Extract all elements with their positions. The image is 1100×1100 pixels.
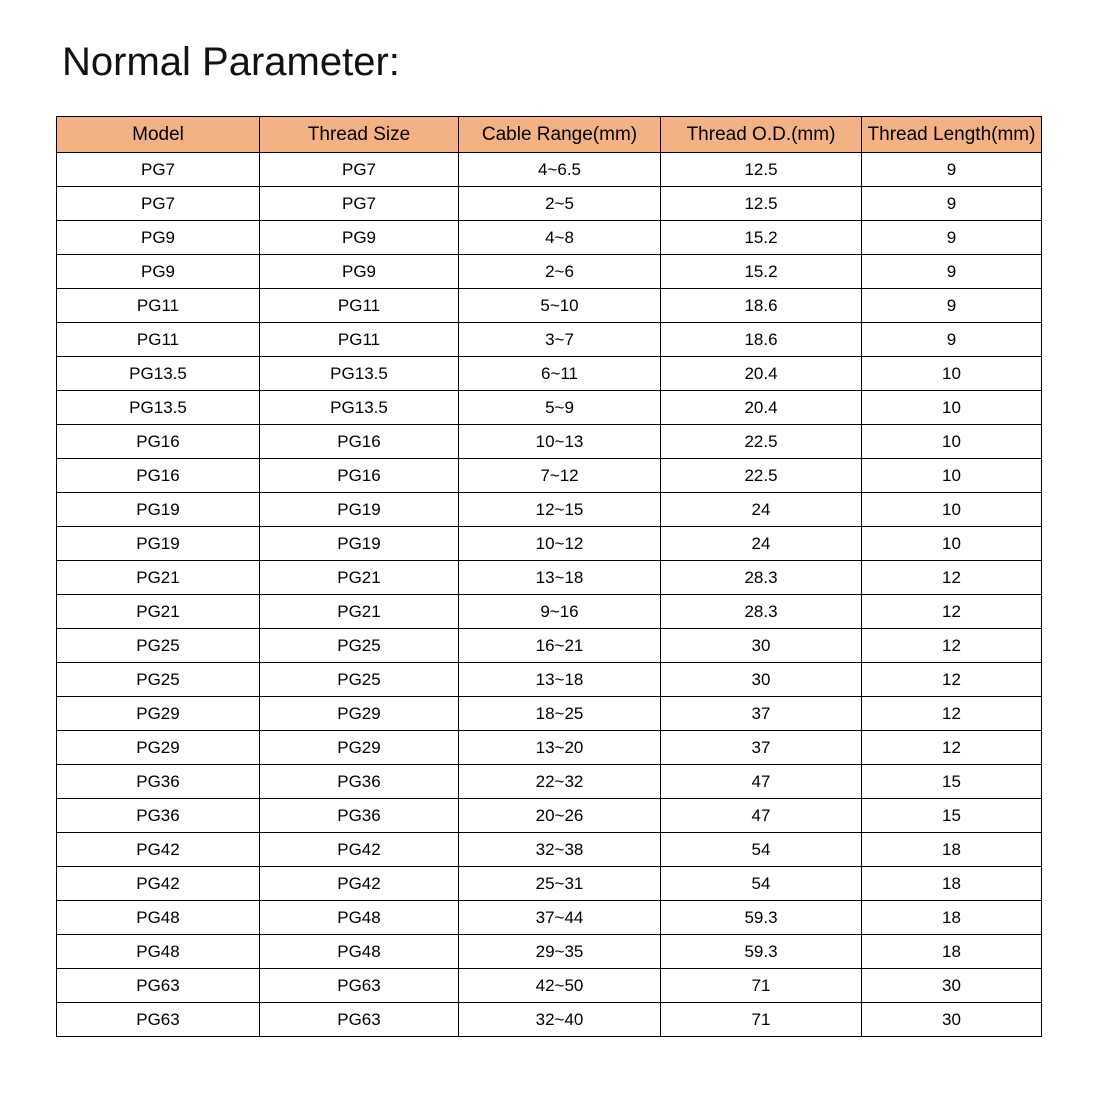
table-row	[57, 969, 1042, 1003]
table-cell: 12.5	[661, 187, 862, 221]
table-row	[57, 289, 1042, 323]
table-cell: 15	[862, 799, 1042, 833]
parameter-table	[56, 116, 1042, 1037]
table-cell: PG48	[57, 901, 260, 935]
table-cell: PG42	[260, 833, 459, 867]
table-row	[57, 153, 1042, 187]
table-row	[57, 697, 1042, 731]
table-cell: 13~18	[459, 561, 661, 595]
table-row	[57, 323, 1042, 357]
table-row	[57, 663, 1042, 697]
table-cell: PG36	[260, 765, 459, 799]
table-cell: PG21	[57, 561, 260, 595]
table-cell: 13~20	[459, 731, 661, 765]
table-cell: 71	[661, 1003, 862, 1037]
header-row	[57, 117, 1042, 153]
table-cell: PG29	[57, 731, 260, 765]
table-cell: 15	[862, 765, 1042, 799]
table-cell: 18.6	[661, 323, 862, 357]
table-cell: 9	[862, 289, 1042, 323]
table-cell: 22~32	[459, 765, 661, 799]
table-cell: 12~15	[459, 493, 661, 527]
table-cell: 30	[862, 969, 1042, 1003]
table-cell: 25~31	[459, 867, 661, 901]
table-row	[57, 595, 1042, 629]
table-cell: 18	[862, 867, 1042, 901]
table-cell: 13~18	[459, 663, 661, 697]
table-cell: 71	[661, 969, 862, 1003]
column-header-thread-size: Thread Size	[260, 117, 459, 153]
table-cell: 37	[661, 731, 862, 765]
table-cell: 20~26	[459, 799, 661, 833]
table-row	[57, 833, 1042, 867]
table-cell: 37	[661, 697, 862, 731]
table-cell: 32~40	[459, 1003, 661, 1037]
table-cell: 30	[862, 1003, 1042, 1037]
table-cell: 18	[862, 901, 1042, 935]
table-cell: PG9	[260, 221, 459, 255]
table-cell: 6~11	[459, 357, 661, 391]
table-cell: 30	[661, 629, 862, 663]
table-cell: 9	[862, 323, 1042, 357]
column-header-thread-length: Thread Length(mm)	[862, 117, 1042, 153]
table-cell: 4~8	[459, 221, 661, 255]
table-cell: 18~25	[459, 697, 661, 731]
table-cell: PG42	[57, 867, 260, 901]
table-cell: PG7	[57, 187, 260, 221]
table-cell: 12	[862, 731, 1042, 765]
table-cell: 9~16	[459, 595, 661, 629]
table-cell: PG11	[260, 323, 459, 357]
table-cell: PG36	[57, 799, 260, 833]
table-row	[57, 1003, 1042, 1037]
table-cell: PG25	[260, 663, 459, 697]
table-cell: 59.3	[661, 901, 862, 935]
table-cell: 2~5	[459, 187, 661, 221]
table-cell: 12	[862, 561, 1042, 595]
page-title: Normal Parameter:	[62, 40, 400, 84]
table-cell: 42~50	[459, 969, 661, 1003]
table-cell: 12	[862, 663, 1042, 697]
table-cell: 32~38	[459, 833, 661, 867]
table-cell: PG7	[260, 153, 459, 187]
column-header-cable-range: Cable Range(mm)	[459, 117, 661, 153]
table-cell: 54	[661, 833, 862, 867]
table-row	[57, 357, 1042, 391]
table-cell: PG13.5	[57, 357, 260, 391]
table-cell: PG63	[57, 969, 260, 1003]
table-cell: PG9	[57, 221, 260, 255]
table-cell: PG63	[260, 969, 459, 1003]
table-cell: 10	[862, 459, 1042, 493]
table-row	[57, 425, 1042, 459]
table-cell: 15.2	[661, 221, 862, 255]
table-cell: PG25	[57, 663, 260, 697]
table-cell: 10	[862, 425, 1042, 459]
table-cell: PG13.5	[260, 391, 459, 425]
column-header-thread-od: Thread O.D.(mm)	[661, 117, 862, 153]
table-cell: PG21	[260, 561, 459, 595]
table-cell: PG25	[57, 629, 260, 663]
table-cell: 4~6.5	[459, 153, 661, 187]
table-cell: 15.2	[661, 255, 862, 289]
table-cell: PG13.5	[57, 391, 260, 425]
table-cell: 16~21	[459, 629, 661, 663]
table-cell: 59.3	[661, 935, 862, 969]
table-row	[57, 731, 1042, 765]
table-cell: 22.5	[661, 425, 862, 459]
table-cell: 20.4	[661, 357, 862, 391]
table-cell: PG48	[260, 901, 459, 935]
table-cell: 12.5	[661, 153, 862, 187]
table-cell: PG16	[57, 425, 260, 459]
table-cell: 2~6	[459, 255, 661, 289]
table-cell: 10~13	[459, 425, 661, 459]
table-cell: PG21	[260, 595, 459, 629]
table-cell: 12	[862, 629, 1042, 663]
table-row	[57, 255, 1042, 289]
table-cell: PG36	[260, 799, 459, 833]
table-cell: 29~35	[459, 935, 661, 969]
table-row	[57, 561, 1042, 595]
table-cell: 12	[862, 595, 1042, 629]
table-cell: 24	[661, 493, 862, 527]
table-cell: 9	[862, 153, 1042, 187]
table-row	[57, 901, 1042, 935]
table-cell: 28.3	[661, 561, 862, 595]
table-cell: 22.5	[661, 459, 862, 493]
table-cell: PG29	[260, 697, 459, 731]
table-cell: PG63	[260, 1003, 459, 1037]
table-cell: 10	[862, 357, 1042, 391]
table-cell: PG16	[57, 459, 260, 493]
table-cell: PG11	[260, 289, 459, 323]
table-cell: PG63	[57, 1003, 260, 1037]
table-cell: 5~9	[459, 391, 661, 425]
table-cell: PG25	[260, 629, 459, 663]
table-cell: 47	[661, 765, 862, 799]
table-cell: PG7	[260, 187, 459, 221]
table-row	[57, 187, 1042, 221]
table-cell: PG19	[57, 493, 260, 527]
table-cell: 5~10	[459, 289, 661, 323]
table-cell: 9	[862, 255, 1042, 289]
table-cell: PG19	[260, 493, 459, 527]
table-cell: 9	[862, 221, 1042, 255]
table-cell: 10	[862, 391, 1042, 425]
table-cell: 18	[862, 833, 1042, 867]
table-row	[57, 527, 1042, 561]
table-cell: 12	[862, 697, 1042, 731]
table-cell: 20.4	[661, 391, 862, 425]
table-cell: 54	[661, 867, 862, 901]
table-cell: 18.6	[661, 289, 862, 323]
table-cell: PG7	[57, 153, 260, 187]
table-cell: PG9	[260, 255, 459, 289]
table-cell: PG42	[260, 867, 459, 901]
table-cell: PG19	[57, 527, 260, 561]
table-cell: 24	[661, 527, 862, 561]
table-row	[57, 765, 1042, 799]
table-cell: PG29	[260, 731, 459, 765]
table-cell: PG36	[57, 765, 260, 799]
table-row	[57, 391, 1042, 425]
table-row	[57, 867, 1042, 901]
table-cell: 10	[862, 527, 1042, 561]
table-cell: PG11	[57, 323, 260, 357]
table-cell: 47	[661, 799, 862, 833]
table-cell: PG48	[260, 935, 459, 969]
table-cell: PG16	[260, 425, 459, 459]
table-cell: 30	[661, 663, 862, 697]
table-row	[57, 459, 1042, 493]
table-cell: PG21	[57, 595, 260, 629]
table-cell: 37~44	[459, 901, 661, 935]
table-row	[57, 221, 1042, 255]
table-cell: PG13.5	[260, 357, 459, 391]
table-cell: 9	[862, 187, 1042, 221]
table-cell: PG11	[57, 289, 260, 323]
table-cell: PG16	[260, 459, 459, 493]
table-row	[57, 935, 1042, 969]
table-row	[57, 629, 1042, 663]
table-cell: 10~12	[459, 527, 661, 561]
table-cell: PG42	[57, 833, 260, 867]
table-cell: PG19	[260, 527, 459, 561]
table-cell: 28.3	[661, 595, 862, 629]
table-cell: 18	[862, 935, 1042, 969]
table-cell: PG29	[57, 697, 260, 731]
table-cell: PG48	[57, 935, 260, 969]
table-cell: PG9	[57, 255, 260, 289]
table-cell: 7~12	[459, 459, 661, 493]
table-row	[57, 799, 1042, 833]
table-body	[57, 153, 1042, 1037]
table-cell: 3~7	[459, 323, 661, 357]
table-row	[57, 493, 1042, 527]
table-cell: 10	[862, 493, 1042, 527]
column-header-model: Model	[57, 117, 260, 153]
